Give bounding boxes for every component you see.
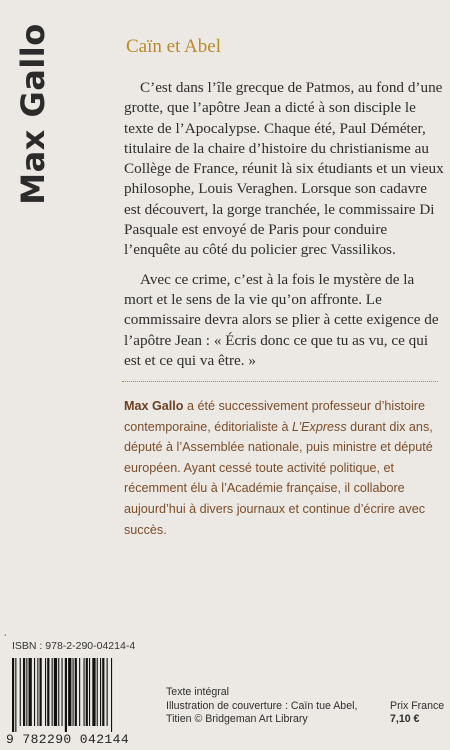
bio-text-before: a été successivement professeur d’histoire contemporaine, éditorialiste à — [124, 399, 425, 434]
barcode-bar — [65, 658, 67, 732]
price-label: Prix France — [390, 700, 445, 712]
corner-mark-icon: ʻ — [4, 633, 7, 642]
credits-line-2: Illustration de couverture : Caïn tue Abel, — [166, 699, 358, 712]
synopsis-paragraph-1: C’est dans l’île grecque de Patmos, au fond d’une grotte, que l’apôtre Jean a dicté à son disciple le texte de l’Apocalypse. Chaque été, Paul Déméter, titulaire de la chaire d’histoire du christianisme au Collège de France, réunit là six étudiants et un vieux philosophe, Louis Veraghen. Lorsque son cadavre est découvert, la gorge tranchée, le commissaire Di Pasquale est envoyé de Paris pour conduire l’enquête au côté du policier grec Vassilikos. — [124, 79, 444, 259]
barcode-bar — [54, 658, 57, 726]
barcode-bar — [12, 658, 14, 732]
barcode-bar — [62, 658, 63, 726]
bio-text-after: durant dix ans, député à l’Assemblée nationale, puis ministre et député européen. Ayant cessé toute activité politique, et récemment élu à l’Académie française, il collabore aujourd’hui à divers journaux et continue d’écrire avec succès. — [124, 419, 433, 537]
barcode-bar — [47, 658, 49, 726]
barcode-bar — [37, 658, 38, 726]
barcode-bar — [92, 658, 95, 726]
author-bio — [124, 396, 442, 540]
barcode-bar — [79, 658, 80, 726]
barcode-bar — [84, 658, 85, 726]
price — [390, 700, 444, 726]
barcode-bar — [89, 658, 90, 726]
credits-line-3: Titien © Bridgeman Art Library — [166, 713, 308, 726]
synopsis — [124, 78, 444, 380]
author-name-text: Max Gallo — [14, 23, 52, 205]
barcode-bar — [15, 658, 16, 732]
barcode-bar — [34, 658, 35, 726]
barcode-bar — [111, 658, 112, 732]
barcode-bar — [29, 658, 32, 726]
book-title: Caïn et Abel — [126, 36, 221, 57]
barcode-bar — [68, 658, 71, 726]
barcode-bar — [73, 658, 74, 726]
barcode-bar — [26, 658, 27, 726]
dotted-divider — [122, 381, 438, 382]
credits-line-1: Texte intégral — [166, 686, 230, 698]
barcode-bar — [100, 658, 101, 726]
barcode-bar — [45, 658, 46, 726]
barcode-bar — [97, 658, 98, 726]
barcode-bar — [20, 658, 21, 726]
barcode-bar — [75, 658, 77, 726]
barcode-bar — [40, 658, 42, 726]
barcode-bar — [86, 658, 88, 726]
barcode — [8, 658, 152, 732]
barcode-bar — [102, 658, 104, 726]
bio-author-name: Max Gallo — [124, 399, 184, 413]
barcode-number: 9 782290 042144 — [6, 732, 130, 747]
barcode-bar — [107, 658, 108, 726]
barcode-bar — [52, 658, 53, 726]
isbn: ISBN : 978-2-290-04214-4 — [12, 640, 136, 652]
synopsis-paragraph-2: Avec ce crime, c’est à la fois le mystère de la mort et le sens de la vie qu’on affronte. Le commissaire devra alors se plier à cette exigence de l’apôtre Jean : « Écris donc ce que tu as vu, ce qui est et ce qui va être. » — [124, 270, 439, 369]
credits — [166, 686, 366, 727]
barcode-bar — [23, 658, 25, 726]
price-value: 7,10 € — [390, 713, 420, 725]
author-name-vertical — [6, 23, 60, 205]
bio-magazine: L’Express — [292, 419, 347, 434]
barcode-bar — [58, 658, 59, 726]
